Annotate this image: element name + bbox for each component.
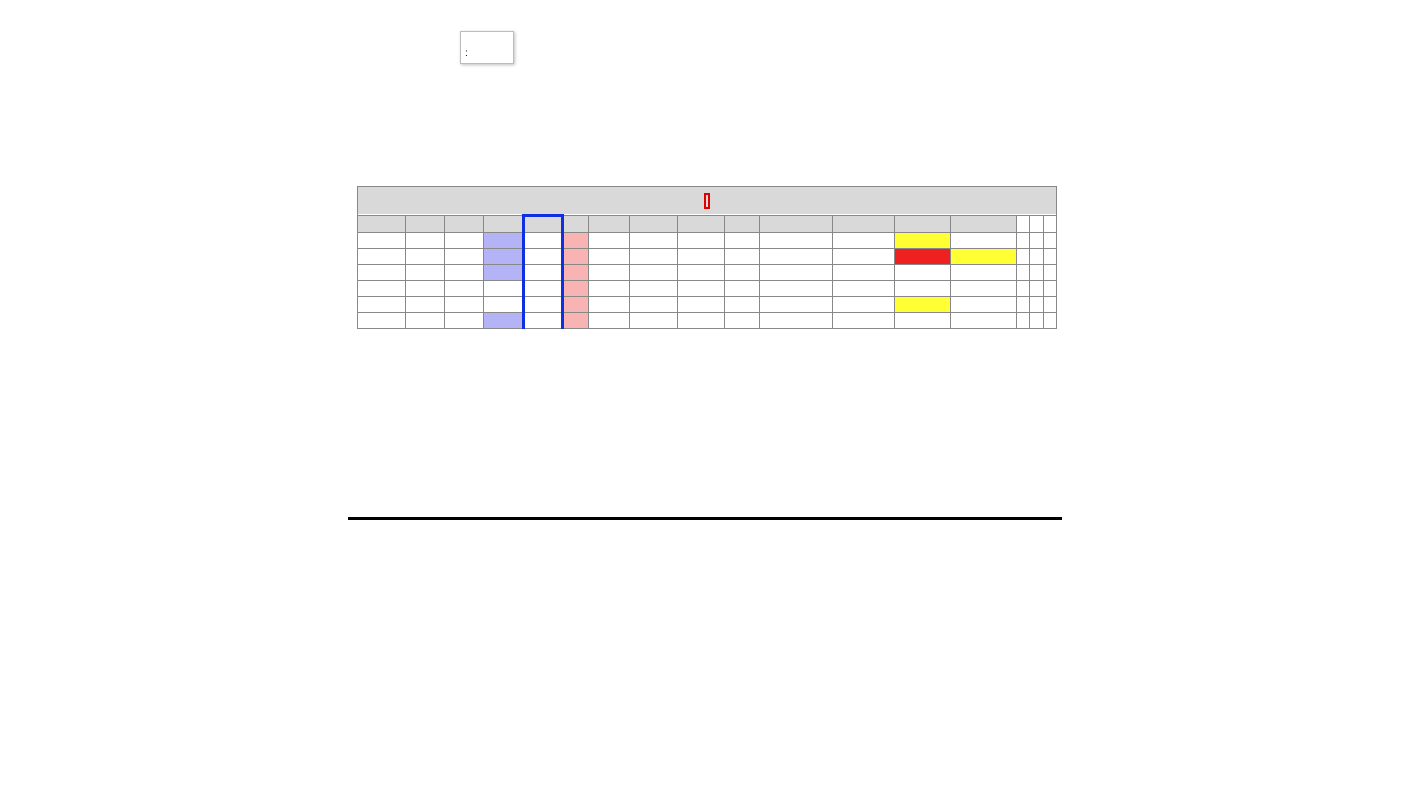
event-cell (1016, 233, 1030, 249)
weather-chart (0, 0, 1418, 186)
event-cell (1016, 265, 1030, 281)
col-header-11 (833, 216, 894, 233)
cell-11 (833, 313, 894, 329)
cell-1 (405, 281, 444, 297)
event-cell (1044, 313, 1057, 329)
event-cell (1016, 281, 1030, 297)
cell-0 (358, 233, 406, 249)
cell-5 (563, 233, 588, 249)
cell-10 (760, 233, 833, 249)
cell-1 (405, 313, 444, 329)
chart-tooltip: : (460, 31, 514, 64)
cell-13 (950, 313, 1016, 329)
cell-2 (444, 233, 483, 249)
cell-5 (563, 249, 588, 265)
cell-10 (760, 265, 833, 281)
event-cell (1030, 233, 1044, 249)
event-cell (1030, 281, 1044, 297)
col-header-3 (483, 216, 523, 233)
event-cell (1030, 297, 1044, 313)
table-row (358, 265, 1057, 281)
cell-10 (760, 249, 833, 265)
snow-icon (1030, 216, 1044, 233)
cell-4 (524, 265, 563, 281)
cell-8 (677, 281, 725, 297)
cell-12 (894, 313, 950, 329)
cell-9 (725, 313, 760, 329)
fog-icon (1044, 216, 1057, 233)
cell-10 (760, 281, 833, 297)
cell-8 (677, 233, 725, 249)
cell-9 (725, 281, 760, 297)
table-row (358, 249, 1057, 265)
event-cell (1030, 265, 1044, 281)
cell-0 (358, 281, 406, 297)
col-header-1 (405, 216, 444, 233)
cell-12 (894, 265, 950, 281)
col-header-8 (677, 216, 725, 233)
cell-9 (725, 249, 760, 265)
cell-1 (405, 265, 444, 281)
cell-13 (950, 233, 1016, 249)
table-row (358, 297, 1057, 313)
cell-8 (677, 249, 725, 265)
cell-4 (524, 249, 563, 265)
table-row (358, 281, 1057, 297)
cell-1 (405, 297, 444, 313)
event-cell (1044, 281, 1057, 297)
cell-1 (405, 249, 444, 265)
cell-12 (894, 233, 950, 249)
col-header-4 (524, 216, 563, 233)
station-name[interactable] (704, 193, 710, 209)
cell-12 (894, 281, 950, 297)
cell-6 (588, 249, 629, 265)
column-headers (358, 216, 1057, 233)
cell-6 (588, 313, 629, 329)
cell-11 (833, 249, 894, 265)
cell-5 (563, 265, 588, 281)
cell-8 (677, 297, 725, 313)
cell-12 (894, 249, 950, 265)
event-cell (1016, 249, 1030, 265)
cell-2 (444, 313, 483, 329)
col-header-9 (725, 216, 760, 233)
cell-12 (894, 297, 950, 313)
col-header-12 (894, 216, 950, 233)
event-cell (1044, 249, 1057, 265)
table-row (358, 313, 1057, 329)
cell-2 (444, 281, 483, 297)
climate-table (357, 186, 1057, 329)
cell-6 (588, 281, 629, 297)
cell-11 (833, 281, 894, 297)
cell-13 (950, 281, 1016, 297)
cell-11 (833, 233, 894, 249)
cell-3 (483, 233, 523, 249)
col-header-10 (760, 216, 833, 233)
col-header-0 (358, 216, 406, 233)
cell-9 (725, 233, 760, 249)
cell-11 (833, 265, 894, 281)
cell-4 (524, 233, 563, 249)
cell-0 (358, 249, 406, 265)
event-cell (1016, 313, 1030, 329)
cell-3 (483, 265, 523, 281)
cell-13 (950, 297, 1016, 313)
col-header-2 (444, 216, 483, 233)
cell-6 (588, 265, 629, 281)
cell-7 (630, 265, 678, 281)
event-cell (1044, 265, 1057, 281)
station-header (358, 187, 1057, 216)
col-header-6 (588, 216, 629, 233)
col-header-5 (563, 216, 588, 233)
cell-4 (524, 281, 563, 297)
col-header-7 (630, 216, 678, 233)
cell-6 (588, 297, 629, 313)
cell-4 (524, 313, 563, 329)
col-header-13 (950, 216, 1016, 233)
table-row (358, 233, 1057, 249)
cell-8 (677, 265, 725, 281)
today-divider (348, 517, 1062, 520)
cell-5 (563, 281, 588, 297)
cell-7 (630, 297, 678, 313)
cell-11 (833, 297, 894, 313)
cell-3 (483, 281, 523, 297)
cell-0 (358, 313, 406, 329)
climate-table-wrap (357, 186, 1057, 329)
cell-3 (483, 249, 523, 265)
thunderstorm-icon (1016, 216, 1030, 233)
cell-3 (483, 297, 523, 313)
cell-13 (950, 249, 1016, 265)
cell-7 (630, 249, 678, 265)
cell-5 (563, 297, 588, 313)
cell-4 (524, 297, 563, 313)
event-cell (1030, 249, 1044, 265)
cell-7 (630, 313, 678, 329)
table-body (358, 233, 1057, 329)
cell-13 (950, 265, 1016, 281)
cell-9 (725, 297, 760, 313)
cell-10 (760, 297, 833, 313)
event-cell (1044, 297, 1057, 313)
event-cell (1044, 233, 1057, 249)
cell-8 (677, 313, 725, 329)
chart-svg (0, 0, 1418, 186)
cell-3 (483, 313, 523, 329)
cell-2 (444, 297, 483, 313)
cell-1 (405, 233, 444, 249)
cell-6 (588, 233, 629, 249)
event-cell (1030, 313, 1044, 329)
cell-9 (725, 265, 760, 281)
event-cell (1016, 297, 1030, 313)
cell-2 (444, 265, 483, 281)
cell-7 (630, 281, 678, 297)
cell-2 (444, 249, 483, 265)
cell-0 (358, 297, 406, 313)
cell-10 (760, 313, 833, 329)
cell-7 (630, 233, 678, 249)
cell-0 (358, 265, 406, 281)
cell-5 (563, 313, 588, 329)
